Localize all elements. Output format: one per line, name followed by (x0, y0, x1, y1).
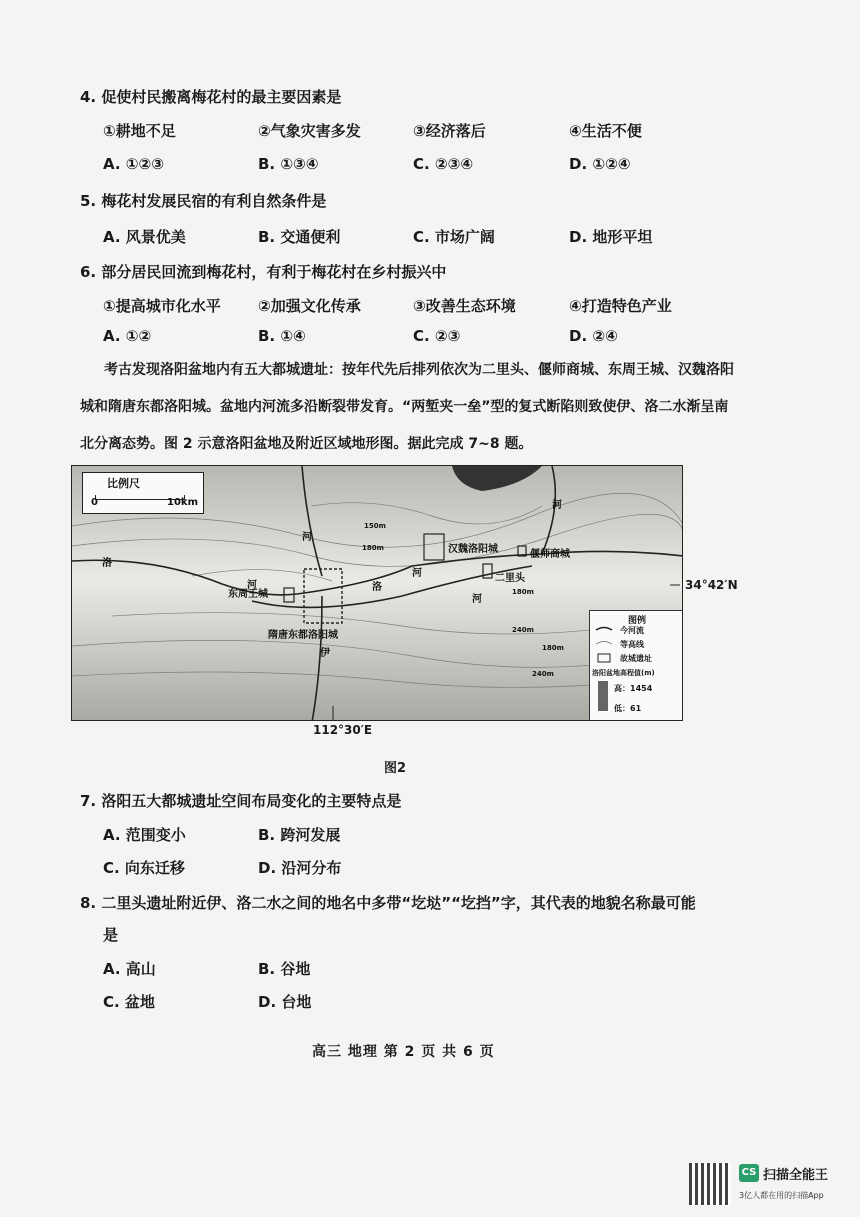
q6-choice-b: B. ①④ (258, 327, 306, 345)
legend-high: 高：1454 (614, 684, 653, 693)
q8-choice-c: C. 盆地 (103, 993, 155, 1011)
q5-choice-b: B. 交通便利 (258, 228, 341, 246)
q6-item-3: ③改善生态环境 (413, 297, 516, 315)
q4-choice-a: A. ①②③ (103, 155, 164, 173)
q6-choice-a: A. ①② (103, 327, 152, 345)
q6-item-4: ④打造特色产业 (569, 297, 672, 315)
q6-choice-c: C. ②③ (413, 327, 461, 345)
question-7-stem: 7. 洛阳五大都城遗址空间布局变化的主要特点是 (80, 792, 402, 810)
q6-item-2: ②加强文化传承 (258, 297, 361, 315)
river-label-4: 伊 (320, 648, 330, 659)
q7-choice-d: D. 沿河分布 (258, 859, 342, 877)
label-yanshi: 偃师商城 (530, 549, 570, 560)
river-label-3: 河 (412, 568, 422, 579)
label-dongzhou: 东周王城 (228, 589, 268, 600)
contour-label-2: 180m (362, 544, 384, 552)
question-8-stem: 8. 二里头遗址附近伊、洛二水之间的地名中多带“圪垯”“圪挡”字，其代表的地貌名称最可能 (80, 894, 696, 912)
q4-item-3: ③经济落后 (413, 122, 486, 140)
q4-item-1: ①耕地不足 (103, 122, 176, 140)
q7-choice-a: A. 范围变小 (103, 826, 186, 844)
question-8-stem-cont: 是 (103, 926, 119, 944)
q7-choice-c: C. 向东迁移 (103, 859, 185, 877)
label-erlitou: 二里头 (495, 573, 525, 584)
legend-title: 图例 (628, 616, 647, 626)
passage-text: 考古发现洛阳盆地内有五大都城遗址：按年代先后排列依次为二里头、偃师商城、东周王城、汉魏洛阳城和隋唐东都洛阳城。盆地内河流多沿断裂带发育。“两堑夹一垒”型的复式断陷则致使伊、洛二水渐呈南北分离态势。图 2 示意洛阳盆地及附近区域地形图。据此完成 7~8 题。 (80, 362, 734, 452)
legend-site: 故城遗址 (620, 654, 652, 663)
q8-choice-b: B. 谷地 (258, 960, 311, 978)
q8-choice-a: A. 高山 (103, 960, 156, 978)
latitude-label: 34°42′N (685, 578, 738, 592)
label-hanwei: 汉魏洛阳城 (448, 544, 498, 555)
river-label-8: 洛 (102, 558, 112, 569)
watermark-app-name: 扫描全能王 (763, 1168, 829, 1183)
contour-label-1: 150m (364, 522, 386, 530)
river-label-6: 河 (552, 500, 562, 511)
contour-label-3: 180m (512, 588, 534, 596)
question-5-stem: 5. 梅花村发展民宿的有利自然条件是 (80, 192, 327, 210)
longitude-label: 112°30′E (313, 723, 373, 737)
river-label-1: 河 (302, 532, 312, 543)
q6-choice-d: D. ②④ (569, 327, 618, 345)
contour-label-5: 180m (542, 644, 564, 652)
figure-caption: 图2 (384, 761, 407, 776)
map-legend (589, 610, 683, 721)
camscanner-logo-icon: CS (739, 1164, 759, 1182)
label-suitang: 隋唐东都洛阳城 (268, 630, 338, 641)
q8-choice-d: D. 台地 (258, 993, 312, 1011)
q4-item-4: ④生活不便 (569, 122, 642, 140)
page-footer: 高三 地理 第 2 页 共 6 页 (312, 1044, 495, 1060)
scale-end: 10km (167, 497, 198, 508)
qr-code-icon (689, 1163, 731, 1205)
q5-choice-d: D. 地形平坦 (569, 228, 653, 246)
legend-contour: 等高线 (620, 640, 644, 649)
question-6-stem: 6. 部分居民回流到梅花村，有利于梅花村在乡村振兴中 (80, 263, 447, 281)
river-label-7: 河 (247, 580, 257, 591)
legend-river: 今河流 (620, 626, 644, 635)
q4-choice-d: D. ①②④ (569, 155, 631, 173)
q5-choice-a: A. 风景优美 (103, 228, 186, 246)
river-label-5: 河 (472, 594, 482, 605)
q6-item-1: ①提高城市化水平 (103, 297, 221, 315)
river-label-2: 洛 (372, 582, 382, 593)
luoyang-basin-map (71, 465, 683, 721)
scale-zero: 0 (91, 497, 98, 508)
contour-label-6: 240m (532, 670, 554, 678)
legend-low: 低：61 (614, 704, 642, 713)
scale-bar-box (82, 472, 204, 514)
q4-choice-b: B. ①③④ (258, 155, 319, 173)
q7-choice-b: B. 跨河发展 (258, 826, 341, 844)
contour-label-4: 240m (512, 626, 534, 634)
question-4-stem: 4. 促使村民搬离梅花村的最主要因素是 (80, 88, 342, 106)
watermark-tagline: 3亿人都在用的扫描App (739, 1191, 824, 1200)
q5-choice-c: C. 市场广阔 (413, 228, 495, 246)
scale-title: 比例尺 (107, 477, 140, 490)
q4-choice-c: C. ②③④ (413, 155, 474, 173)
legend-elev-title: 洛阳盆地高程值(m) (592, 669, 655, 677)
q4-item-2: ②气象灾害多发 (258, 122, 361, 140)
